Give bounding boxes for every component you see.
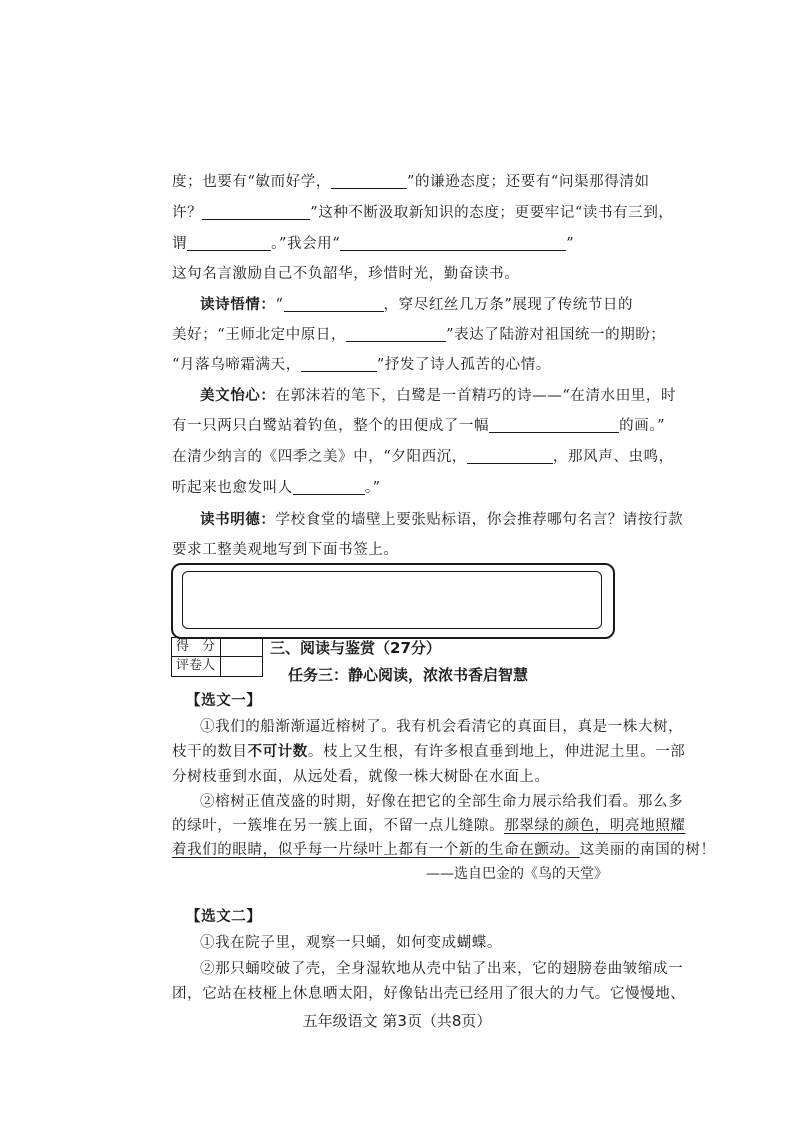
text: ，那风声、虫鸣， [552, 449, 674, 465]
answer-blank[interactable] [331, 174, 407, 189]
underlined-text: 那翠绿的颜色，明亮地照耀 [504, 818, 686, 834]
text-line [172, 984, 686, 1004]
answer-blank[interactable] [340, 236, 566, 251]
task-title: 任务三：静心阅读，浓浓书香启智慧 [288, 666, 529, 684]
answer-blank[interactable] [187, 236, 271, 251]
passage-heading [186, 691, 638, 711]
grader-label: 评卷人 [176, 658, 216, 673]
section-label: 读书明德： [200, 511, 276, 528]
text-line [172, 816, 686, 836]
text-line [172, 234, 624, 254]
text-line [200, 933, 624, 953]
text-line [172, 264, 624, 284]
text: ” [566, 236, 575, 252]
text-line [172, 478, 624, 498]
score-table [171, 637, 263, 677]
answer-blank[interactable] [489, 418, 619, 433]
text-line [200, 959, 684, 979]
answer-blank[interactable] [301, 357, 377, 372]
text: 枝干的数目 [172, 744, 248, 760]
section-title: 三、阅读与鉴赏（27分） [270, 639, 441, 657]
text: ”表达了陆游对祖国统一的期盼； [446, 327, 666, 343]
text: 。枝上又生根，有许多根直垂到地上，伸进泥土里。一部 [307, 744, 686, 760]
text: ②榕树正值茂盛的时期，好像在把它的全部生命力展示给我们看。那么多 [200, 794, 684, 810]
text: 团，它站在枝桠上休息晒太阳，好像钻出壳已经用了很大的力气。它慢慢地、 [172, 986, 686, 1002]
text: 在清少纳言的《四季之美》中，“夕阳西沉， [172, 449, 467, 465]
text-line [172, 840, 716, 860]
answer-blank[interactable] [284, 297, 384, 312]
text: 在郭沫若的笔下，白鹭是一首精巧的诗——“在清水田里，时 [275, 388, 677, 404]
passage-label: 【选文二】 [186, 908, 262, 925]
text: 。”我会用“ [271, 236, 341, 252]
score-label: 得 分 [176, 639, 216, 654]
emphasis-text: 不可计数 [247, 743, 308, 760]
text: 度；也要有“敏而好学， [172, 174, 332, 190]
text: 有一只两只白鹭站着钓鱼，整个的田便成了一幅 [172, 418, 490, 434]
passage-heading [186, 907, 638, 927]
text: ”的谦逊态度；还要有“问渠那得清如 [407, 174, 650, 190]
text: “月落乌啼霜满天， [172, 357, 301, 373]
text: ①我在院子里，观察一只蛹，如何变成蝴蝶。 [200, 935, 502, 951]
bookmark-writing-area[interactable] [182, 571, 602, 629]
answer-blank[interactable] [346, 327, 446, 342]
text-line [172, 416, 666, 436]
text: 的画。” [619, 418, 666, 434]
text: 这美丽的南国的树！ [579, 842, 716, 858]
text: 分树枝垂到水面，从远处看，就像一株大树卧在水面上。 [172, 769, 550, 785]
text: 美好；“王师北定中原日， [172, 327, 347, 343]
text: 学校食堂的墙壁上要张贴标语，你会推荐哪句名言？请按行款 [275, 512, 684, 528]
text-line [200, 295, 634, 315]
text-line [200, 510, 684, 530]
text: 谓 [172, 236, 188, 252]
text: 许？ [172, 205, 203, 221]
text: ②那只蛹咬破了壳，全身湿软地从壳中钻了出来，它的翅膀卷曲皱缩成一 [200, 961, 684, 977]
answer-blank[interactable] [467, 449, 553, 464]
text-line [172, 540, 624, 560]
underlined-text: 着我们的眼睛，似乎每一片绿叶上都有一个新的生命在颤动。 [172, 842, 580, 858]
section-label: 读诗悟情： [200, 296, 276, 313]
text-line [172, 742, 686, 762]
text: “ [275, 297, 284, 313]
text-line [200, 386, 677, 406]
text: ”这种不断汲取新知识的态度；更要牢记“读书有三到， [310, 205, 674, 221]
text: ”抒发了诗人孤苦的心情。 [376, 357, 551, 373]
passage-source: ——选自巴金的《鸟的天堂》 [426, 866, 608, 882]
text-line [200, 792, 684, 812]
text-line [172, 203, 674, 223]
passage-label: 【选文一】 [186, 692, 262, 709]
answer-blank[interactable] [293, 480, 365, 495]
text-line [172, 447, 674, 467]
text: ①我们的船渐渐逼近榕树了。我有机会看清它的真面目，真是一株大树， [200, 719, 684, 735]
text: 的绿叶，一簇堆在另一簇上面，不留一点儿缝隙。 [172, 818, 505, 834]
answer-blank[interactable] [202, 205, 310, 220]
text-line [200, 717, 684, 737]
text: 听起来也愈发叫人 [172, 480, 293, 496]
text: 要求工整美观地写到下面书签上。 [172, 542, 399, 558]
text-line [172, 355, 624, 375]
text-line [172, 172, 650, 192]
divider [220, 638, 221, 676]
page-footer: 五年级语文 第3页（共8页） [302, 1012, 492, 1030]
text: 这句名言激励自己不负韶华，珍惜时光，勤奋读书。 [172, 266, 520, 282]
text-line [172, 325, 666, 345]
section-label: 美文怡心： [200, 387, 276, 404]
text: ，穿尽红丝几万条”展现了传统节日的 [383, 297, 634, 313]
text-line [172, 767, 624, 787]
text: 。” [364, 480, 381, 496]
